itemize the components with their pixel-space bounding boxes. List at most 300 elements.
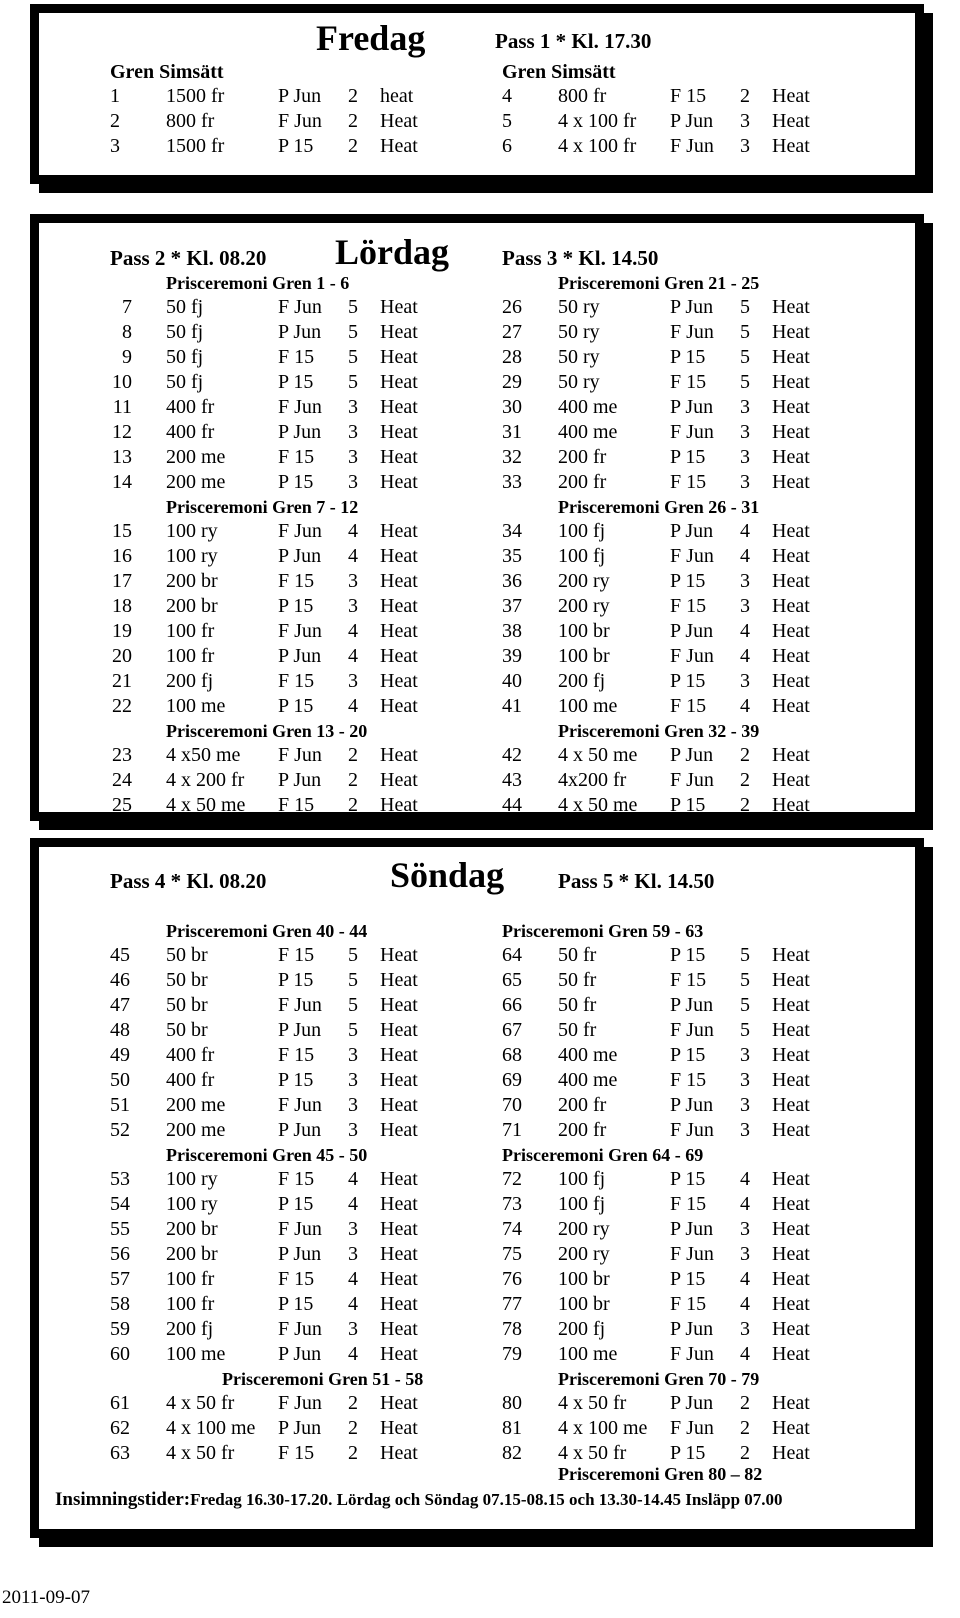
event-number: 67 [502, 1019, 522, 1041]
schedule-row [110, 694, 450, 718]
heat-label: Heat [380, 1119, 418, 1141]
heat-count: 4 [740, 620, 750, 642]
event-distance: 100 br [558, 645, 610, 667]
event-distance: 100 fr [166, 1293, 215, 1315]
event-class: P 15 [670, 1268, 706, 1290]
heat-count: 2 [348, 1392, 358, 1414]
heat-count: 2 [740, 744, 750, 766]
schedule-row [110, 370, 450, 394]
heat-count: 4 [348, 695, 358, 717]
heat-count: 2 [740, 769, 750, 791]
event-class: F 15 [278, 944, 315, 966]
heat-count: 4 [740, 545, 750, 567]
schedule-row [110, 1317, 450, 1341]
event-number: 18 [112, 595, 132, 617]
event-distance: 4 x 50 fr [558, 1442, 627, 1464]
event-distance: 400 me [558, 1044, 618, 1066]
schedule-row [502, 84, 842, 108]
heat-label: Heat [772, 371, 810, 393]
event-number: 29 [502, 371, 522, 393]
heat-label: Heat [772, 545, 810, 567]
event-distance: 100 fr [166, 620, 215, 642]
event-number: 16 [112, 545, 132, 567]
heat-count: 3 [348, 396, 358, 418]
event-class: F Jun [670, 645, 714, 667]
heat-count: 5 [740, 969, 750, 991]
schedule-row [110, 569, 450, 593]
event-distance: 50 fj [166, 296, 204, 318]
event-number: 17 [112, 570, 132, 592]
insimningstider-text: Fredag 16.30-17.20. Lördag och Söndag 07.15-08.15 och 13.30-14.45 Insläpp 07.00 [190, 1490, 783, 1509]
schedule-row [110, 1441, 450, 1465]
heat-label: Heat [380, 670, 418, 692]
schedule-row [110, 1391, 450, 1415]
heat-label: Heat [772, 1119, 810, 1141]
event-number: 52 [110, 1119, 130, 1141]
heat-count: 5 [740, 321, 750, 343]
event-number: 11 [112, 396, 132, 418]
heat-label: Heat [380, 110, 418, 132]
schedule-row [110, 594, 450, 618]
heat-count: 4 [740, 1268, 750, 1290]
event-distance: 4 x 50 fr [166, 1392, 235, 1414]
event-number: 81 [502, 1417, 522, 1439]
event-class: P Jun [670, 1218, 714, 1240]
event-distance: 100 ry [166, 520, 218, 542]
heat-label: Heat [772, 1268, 810, 1290]
heat-label: Heat [380, 769, 418, 791]
prisceremoni-label: Prisceremoni Gren 1 - 6 [166, 273, 350, 293]
heat-count: 4 [740, 695, 750, 717]
schedule-row [502, 1217, 842, 1241]
event-distance: 100 fj [558, 1168, 606, 1190]
heat-count: 3 [740, 135, 750, 157]
event-class: P Jun [670, 744, 714, 766]
event-number: 4 [502, 85, 512, 107]
heat-label: Heat [772, 994, 810, 1016]
insimningstider-label: Insimningstider: [55, 1489, 191, 1510]
heat-label: Heat [380, 1044, 418, 1066]
heat-count: 2 [348, 1442, 358, 1464]
event-number: 34 [502, 520, 522, 542]
event-class: P 15 [278, 595, 314, 617]
pass-3-label: Pass 3 * Kl. 14.50 [502, 246, 659, 270]
heat-label: Heat [380, 520, 418, 542]
event-class: F Jun [670, 1019, 714, 1041]
event-class: P Jun [278, 645, 322, 667]
event-distance: 200 br [166, 595, 218, 617]
heat-count: 4 [348, 620, 358, 642]
event-class: P 15 [670, 570, 706, 592]
schedule-row [502, 134, 842, 158]
schedule-row [502, 519, 842, 543]
event-class: F 15 [278, 794, 315, 816]
event-class: P 15 [278, 471, 314, 493]
schedule-row [502, 1018, 842, 1042]
event-number: 70 [502, 1094, 522, 1116]
event-class: F Jun [278, 1392, 322, 1414]
heat-label: Heat [380, 744, 418, 766]
heat-count: 3 [740, 1044, 750, 1066]
event-class: F 15 [670, 1069, 707, 1091]
event-distance: 4x200 fr [558, 769, 627, 791]
event-class: F 15 [670, 969, 707, 991]
pass-1-label: Pass 1 * Kl. 17.30 [495, 29, 652, 53]
heat-count: 3 [740, 110, 750, 132]
schedule-row [110, 1118, 450, 1142]
heat-count: 5 [348, 371, 358, 393]
schedule-row [110, 669, 450, 693]
event-number: 44 [502, 794, 522, 816]
schedule-row [502, 1267, 842, 1291]
schedule-row [502, 1292, 842, 1316]
schedule-row [110, 1043, 450, 1067]
heat-label: Heat [772, 769, 810, 791]
event-distance: 100 br [558, 620, 610, 642]
schedule-row [502, 345, 842, 369]
event-distance: 100 fr [166, 1268, 215, 1290]
event-distance: 4 x50 me [166, 744, 241, 766]
event-distance: 50 br [166, 944, 208, 966]
event-number: 58 [110, 1293, 130, 1315]
schedule-row [502, 993, 842, 1017]
heat-count: 3 [740, 1218, 750, 1240]
heat-count: 4 [740, 1343, 750, 1365]
heat-label: Heat [380, 135, 418, 157]
heat-count: 4 [740, 520, 750, 542]
event-number: 9 [122, 346, 132, 368]
heat-count: 2 [740, 1442, 750, 1464]
heat-label: Heat [772, 570, 810, 592]
event-number: 46 [110, 969, 130, 991]
heat-label: Heat [380, 944, 418, 966]
heat-label: Heat [772, 110, 810, 132]
schedule-row [110, 1292, 450, 1316]
schedule-row [502, 1192, 842, 1216]
schedule-row [110, 619, 450, 643]
heat-count: 4 [348, 645, 358, 667]
schedule-row [110, 109, 450, 133]
heat-label: Heat [772, 321, 810, 343]
schedule-row [502, 943, 842, 967]
event-number: 31 [502, 421, 522, 443]
prisceremoni-label: Prisceremoni Gren 40 - 44 [166, 921, 368, 941]
schedule-row [110, 1068, 450, 1092]
heat-label: Heat [380, 969, 418, 991]
heat-label: Heat [380, 1069, 418, 1091]
fredag-title: Fredag [316, 18, 426, 58]
heat-label: Heat [380, 570, 418, 592]
schedule-row [110, 395, 450, 419]
event-class: F Jun [670, 1417, 714, 1439]
event-number: 3 [110, 135, 120, 157]
heat-label: Heat [380, 1343, 418, 1365]
pass-4-label: Pass 4 * Kl. 08.20 [110, 869, 267, 893]
event-number: 76 [502, 1268, 522, 1290]
heat-count: 3 [348, 1218, 358, 1240]
event-distance: 200 ry [558, 1218, 610, 1240]
event-distance: 100 fj [558, 545, 606, 567]
document-date: 2011-09-07 [2, 1587, 90, 1608]
event-distance: 800 fr [166, 110, 215, 132]
event-class: F 15 [670, 471, 707, 493]
event-distance: 200 br [166, 1243, 218, 1265]
heat-label: Heat [380, 446, 418, 468]
event-number: 42 [502, 744, 522, 766]
heat-label: Heat [772, 1417, 810, 1439]
fredag-right-header: Gren Simsätt [502, 61, 616, 83]
event-number: 12 [112, 421, 132, 443]
event-number: 65 [502, 969, 522, 991]
event-class: P Jun [278, 321, 322, 343]
heat-label: Heat [380, 695, 418, 717]
heat-count: 4 [740, 1193, 750, 1215]
heat-label: Heat [772, 520, 810, 542]
event-distance: 50 fj [166, 346, 204, 368]
event-number: 1 [110, 85, 120, 107]
heat-count: 3 [348, 446, 358, 468]
event-distance: 4 x 50 me [558, 794, 638, 816]
prisceremoni-label: Prisceremoni Gren 13 - 20 [166, 721, 368, 741]
event-class: F Jun [278, 396, 322, 418]
event-distance: 50 fj [166, 321, 204, 343]
heat-label: Heat [772, 1019, 810, 1041]
heat-count: 5 [348, 994, 358, 1016]
event-distance: 100 fr [166, 645, 215, 667]
event-number: 35 [502, 545, 522, 567]
heat-count: 3 [348, 1044, 358, 1066]
schedule-row [110, 1167, 450, 1191]
schedule-row [110, 1093, 450, 1117]
event-class: F Jun [278, 1318, 322, 1340]
event-number: 63 [110, 1442, 130, 1464]
prisceremoni-label: Prisceremoni Gren 64 - 69 [502, 1145, 704, 1165]
event-distance: 200 me [166, 1094, 226, 1116]
event-distance: 1500 fr [166, 85, 225, 107]
heat-count: 3 [348, 570, 358, 592]
event-number: 27 [502, 321, 522, 343]
heat-label: Heat [380, 1417, 418, 1439]
heat-count: 2 [348, 1417, 358, 1439]
heat-count: 5 [740, 994, 750, 1016]
event-number: 61 [110, 1392, 130, 1414]
event-distance: 400 fr [166, 1069, 215, 1091]
schedule-row [502, 694, 842, 718]
event-distance: 50 fr [558, 944, 597, 966]
event-distance: 200 me [166, 471, 226, 493]
event-distance: 200 me [166, 446, 226, 468]
event-class: P 15 [670, 670, 706, 692]
schedule-row [110, 295, 450, 319]
event-class: F 15 [278, 670, 315, 692]
schedule-row [502, 1242, 842, 1266]
event-class: F Jun [278, 296, 322, 318]
event-number: 68 [502, 1044, 522, 1066]
event-class: P Jun [278, 421, 322, 443]
heat-count: 3 [348, 1119, 358, 1141]
prisceremoni-label: Prisceremoni Gren 70 - 79 [558, 1369, 760, 1389]
schedule-row [502, 544, 842, 568]
heat-count: 2 [348, 794, 358, 816]
heat-label: Heat [772, 1044, 810, 1066]
event-number: 74 [502, 1218, 522, 1240]
prisceremoni-label: Prisceremoni Gren 45 - 50 [166, 1145, 368, 1165]
event-class: P 15 [670, 1168, 706, 1190]
event-class: P 15 [670, 794, 706, 816]
event-distance: 200 fr [558, 446, 607, 468]
heat-label: Heat [772, 1193, 810, 1215]
schedule-row [110, 1192, 450, 1216]
heat-label: Heat [380, 371, 418, 393]
event-class: P 15 [670, 1044, 706, 1066]
event-number: 5 [502, 110, 512, 132]
heat-count: 3 [740, 1243, 750, 1265]
event-number: 69 [502, 1069, 522, 1091]
event-class: F 15 [670, 1293, 707, 1315]
heat-count: 3 [348, 1318, 358, 1340]
heat-label: Heat [772, 1343, 810, 1365]
event-class: P 15 [278, 1293, 314, 1315]
heat-label: Heat [772, 969, 810, 991]
schedule-row [502, 1416, 842, 1440]
heat-count: 5 [348, 969, 358, 991]
heat-count: 2 [348, 744, 358, 766]
event-number: 45 [110, 944, 130, 966]
event-number: 50 [110, 1069, 130, 1091]
event-distance: 800 fr [558, 85, 607, 107]
heat-count: 2 [348, 110, 358, 132]
heat-label: Heat [380, 296, 418, 318]
event-number: 59 [110, 1318, 130, 1340]
event-distance: 200 me [166, 1119, 226, 1141]
heat-label: Heat [772, 794, 810, 816]
event-class: P 15 [278, 1193, 314, 1215]
event-class: F Jun [278, 1094, 322, 1116]
event-class: F Jun [670, 1119, 714, 1141]
event-distance: 100 me [166, 695, 226, 717]
heat-count: 5 [740, 1019, 750, 1041]
schedule-row [110, 420, 450, 444]
event-class: F 15 [278, 1168, 315, 1190]
heat-label: Heat [380, 1019, 418, 1041]
event-number: 51 [110, 1094, 130, 1116]
event-distance: 4 x 50 me [166, 794, 246, 816]
schedule-row [502, 295, 842, 319]
event-number: 78 [502, 1318, 522, 1340]
event-distance: 4 x 100 me [166, 1417, 256, 1439]
event-distance: 4 x 50 me [558, 744, 638, 766]
event-class: F Jun [278, 520, 322, 542]
event-distance: 50 fr [558, 1019, 597, 1041]
heat-label: Heat [380, 1392, 418, 1414]
event-number: 20 [112, 645, 132, 667]
schedule-row [110, 1416, 450, 1440]
event-number: 64 [502, 944, 522, 966]
event-class: P Jun [670, 1094, 714, 1116]
schedule-row [502, 1043, 842, 1067]
event-distance: 200 fj [558, 1318, 606, 1340]
heat-label: Heat [772, 396, 810, 418]
heat-label: Heat [380, 545, 418, 567]
event-class: F 15 [278, 1442, 315, 1464]
heat-count: 3 [740, 670, 750, 692]
event-number: 38 [502, 620, 522, 642]
heat-count: 4 [348, 1168, 358, 1190]
event-number: 7 [122, 296, 132, 318]
heat-count: 3 [348, 1243, 358, 1265]
event-distance: 100 fj [558, 1193, 606, 1215]
event-number: 21 [112, 670, 132, 692]
heat-label: Heat [380, 346, 418, 368]
event-number: 30 [502, 396, 522, 418]
event-number: 28 [502, 346, 522, 368]
heat-count: 5 [740, 371, 750, 393]
schedule-row [502, 470, 842, 494]
schedule-row [502, 1093, 842, 1117]
schedule-row [502, 320, 842, 344]
schedule-row [110, 1217, 450, 1241]
schedule-row [110, 943, 450, 967]
heat-count: 3 [740, 446, 750, 468]
heat-count: 3 [348, 595, 358, 617]
schedule-row [502, 1167, 842, 1191]
event-class: P Jun [278, 1243, 322, 1265]
heat-label: Heat [772, 1168, 810, 1190]
heat-count: 4 [348, 520, 358, 542]
insimningstider [55, 1488, 783, 1512]
heat-label: heat [380, 85, 414, 107]
heat-label: Heat [772, 744, 810, 766]
sondag-title: Söndag [390, 855, 505, 895]
event-class: F Jun [670, 1243, 714, 1265]
heat-label: Heat [380, 321, 418, 343]
event-class: F 15 [670, 85, 707, 107]
heat-label: Heat [380, 1243, 418, 1265]
schedule-row [110, 445, 450, 469]
event-distance: 200 fj [558, 670, 606, 692]
event-class: P 15 [670, 944, 706, 966]
prisceremoni-label: Prisceremoni Gren 32 - 39 [558, 721, 760, 741]
event-number: 24 [112, 769, 132, 791]
event-distance: 100 me [558, 695, 618, 717]
event-distance: 200 fj [166, 1318, 214, 1340]
event-class: P Jun [278, 1019, 322, 1041]
event-distance: 50 ry [558, 371, 600, 393]
event-number: 39 [502, 645, 522, 667]
event-number: 49 [110, 1044, 130, 1066]
heat-label: Heat [380, 1318, 418, 1340]
event-number: 25 [112, 794, 132, 816]
event-distance: 50 ry [558, 296, 600, 318]
schedule-row [110, 1242, 450, 1266]
event-class: F Jun [278, 1218, 322, 1240]
heat-label: Heat [772, 1392, 810, 1414]
prisceremoni-label: Prisceremoni Gren 51 - 58 [222, 1369, 424, 1389]
event-class: P 15 [278, 135, 314, 157]
event-number: 60 [110, 1343, 130, 1365]
heat-label: Heat [772, 1318, 810, 1340]
schedule-row [502, 109, 842, 133]
heat-count: 3 [348, 421, 358, 443]
heat-count: 2 [740, 85, 750, 107]
event-class: P Jun [670, 396, 714, 418]
event-distance: 400 fr [166, 421, 215, 443]
event-number: 40 [502, 670, 522, 692]
event-class: F Jun [278, 994, 322, 1016]
event-class: F Jun [670, 321, 714, 343]
event-class: F Jun [278, 744, 322, 766]
event-number: 71 [502, 1119, 522, 1141]
